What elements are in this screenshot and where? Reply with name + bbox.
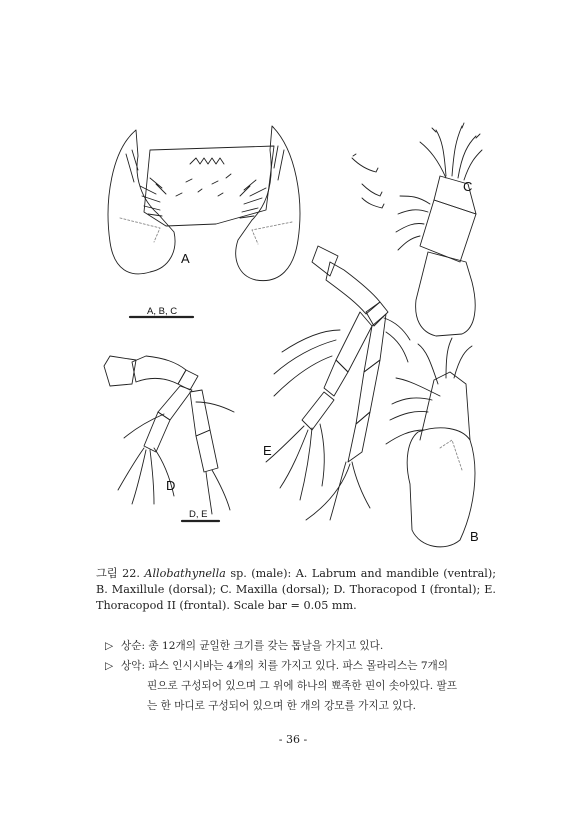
notes-list — [105, 636, 505, 716]
scale-label-de: D, E — [189, 509, 208, 520]
note-continuation: 핀으로 구성되어 있으며 그 위에 하나의 뾰족한 핀이 솟아있다. 팔프 — [147, 680, 457, 692]
triangle-icon: ▷ — [105, 640, 114, 652]
panel-label-e: E — [263, 443, 272, 458]
scale-label-abc: A, B, C — [147, 306, 178, 317]
panel-a-drawing — [108, 126, 300, 281]
note-item — [105, 656, 505, 676]
page-number: - 36 - — [278, 733, 308, 746]
caption-text: sp. (male): A. Labrum and mandible (ventral); B. Maxillule (dorsal); C. Maxilla (dorsal); D. Thoracopod I (frontal); E. Thoracopod II (frontal). Scale bar = 0.05 mm. — [96, 567, 497, 612]
note-text: 상순: 총 12개의 균일한 크기를 갖는 톱날을 가지고 있다. — [121, 640, 384, 652]
caption-prefix: 그림 22. — [96, 567, 140, 580]
note-continuation: 는 한 마디로 구성되어 있으며 한 개의 강모를 가지고 있다. — [147, 700, 417, 712]
panel-label-b: B — [470, 529, 479, 544]
note-item — [105, 636, 505, 656]
panel-label-a: A — [181, 251, 190, 266]
panel-label-d: D — [166, 478, 176, 493]
panel-c-drawing — [352, 123, 482, 336]
figure-caption — [96, 566, 496, 614]
triangle-icon: ▷ — [105, 660, 114, 672]
note-text: 상악: 파스 인시시바는 4개의 치를 가지고 있다. 파스 몰라리스는 7개의 — [121, 660, 449, 672]
panel-b-drawing — [386, 338, 475, 547]
caption-species: Allobathynella — [144, 567, 226, 580]
panel-e-drawing — [266, 246, 410, 520]
panel-label-c: C — [463, 179, 473, 194]
